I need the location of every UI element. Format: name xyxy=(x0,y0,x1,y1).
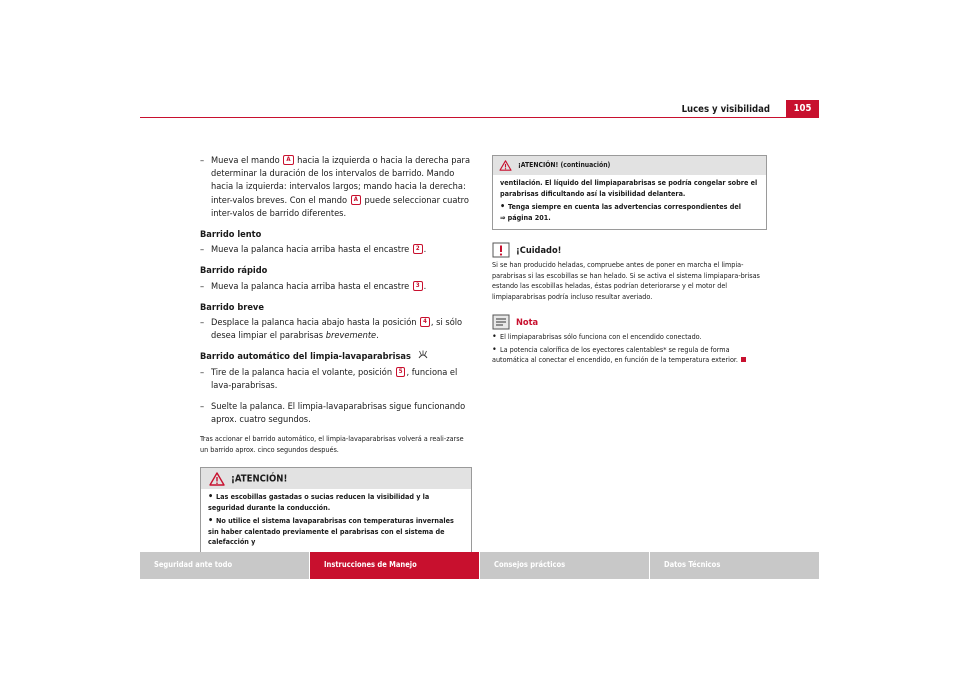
step-brief: – Desplace la palanca hacia abajo hasta la posición 4 , si sólo desea limpiar el parabrisas brevemente. xyxy=(200,317,463,342)
key-3-badge: 3 xyxy=(413,281,423,291)
heading-brief: Barrido breve xyxy=(200,301,264,313)
warning-item: • Tenga siempre en cuenta las advertencias correspondientes del xyxy=(500,202,741,213)
step-release: – Suelte la palanca. El limpia-lavaparabrisas sigue funcionando aprox. cuatro segundos. xyxy=(200,401,466,426)
heading-slow: Barrido lento xyxy=(200,229,262,241)
page-header-title: Luces y visibilidad xyxy=(681,104,770,115)
key-4-badge: 4 xyxy=(420,317,430,327)
caution-icon xyxy=(492,242,510,258)
note-item: • El limpiaparabrisas sólo funciona con el encendido conectado. xyxy=(492,332,702,343)
step-auto: – Tire de la palanca hacia el volante, posición 5 , funciona el lava-parabrisas. xyxy=(200,366,458,391)
header-rule xyxy=(140,117,819,118)
warning-item: • No utilice el sistema lavaparabrisas con temperaturas invernales sin haber calentado previamente el parabrisas con el sistema de calefacción y xyxy=(208,516,454,547)
warning-triangle-icon xyxy=(499,160,512,171)
key-2-badge: 2 xyxy=(413,244,423,254)
note-heading: Nota xyxy=(492,314,767,330)
step-fast: – Mueva la palanca hacia arriba hasta el encastre 3 . xyxy=(200,280,427,292)
caution-text: Si se han producido heladas, compruebe antes de poner en marcha el limpia-parabrisas si las escobillas se han helado. Si se activa el sistema limpiapara-brisas estando las escobillas heladas, éstas podrían deteriorarse y el motor del limpiaparabrisas podría incluso resultar averiado. xyxy=(492,260,760,301)
tab-seguridad[interactable]: Seguridad ante todo xyxy=(140,552,310,579)
auto-wipe-note: Tras accionar el barrido automático, el limpia-lavaparabrisas volverá a reali-zarse un barrido aprox. cinco segundos después. xyxy=(200,434,464,454)
warning-continued-header: ¡ATENCIÓN! (continuación) xyxy=(493,156,766,175)
note-item: • La potencia calorífica de los eyectores calentables* se regula de forma automática al conectar el encendido, en función de la temperatura exterior. xyxy=(492,345,767,366)
warning-triangle-icon xyxy=(209,472,225,486)
page-reference-link[interactable]: ⇒ página 201. xyxy=(500,212,551,222)
warning-box xyxy=(200,467,472,555)
warning-continued-box xyxy=(492,155,767,230)
washer-spray-icon xyxy=(417,350,429,359)
left-column xyxy=(200,154,472,555)
footer-nav xyxy=(140,552,819,579)
warning-header: ¡ATENCIÓN! xyxy=(201,468,471,489)
tab-datos[interactable]: Datos Técnicos xyxy=(664,560,721,569)
heading-fast: Barrido rápido xyxy=(200,265,268,277)
tab-instrucciones[interactable]: Instrucciones de Manejo xyxy=(310,552,480,579)
warning-continued-text: ventilación. El líquido del limpiaparabrisas se podría congelar sobre el parabrisas dificultando así la visibilidad delantera. xyxy=(500,178,758,198)
key-a-badge: A xyxy=(351,195,361,205)
note-icon xyxy=(492,314,510,330)
section-end-marker xyxy=(741,357,746,362)
right-column xyxy=(492,155,767,368)
tab-consejos[interactable]: Consejos prácticos xyxy=(480,552,650,579)
step-slow: – Mueva la palanca hacia arriba hasta el encastre 2 . xyxy=(200,244,427,256)
heading-auto: Barrido automático del limpia-lavaparabrisas xyxy=(200,350,472,363)
warning-item: • Las escobillas gastadas o sucias reducen la visibilidad y la seguridad durante la conducción. xyxy=(208,492,430,512)
page-number: 105 xyxy=(786,100,819,117)
key-5-badge: 5 xyxy=(396,367,406,377)
caution-heading: ¡Cuidado! xyxy=(492,242,767,258)
step-interval: – Mueva el mando A hacia la izquierda o hacia la derecha para determinar la duración de los intervalos de barrido. Mando hacia la izquierda: intervalos largos; mando hacia la derecha: inter-valos breves. Con el mando A puede seleccionar cuatro inter-valos de barrido diferentes. xyxy=(200,155,471,219)
key-a-badge: A xyxy=(283,155,293,165)
